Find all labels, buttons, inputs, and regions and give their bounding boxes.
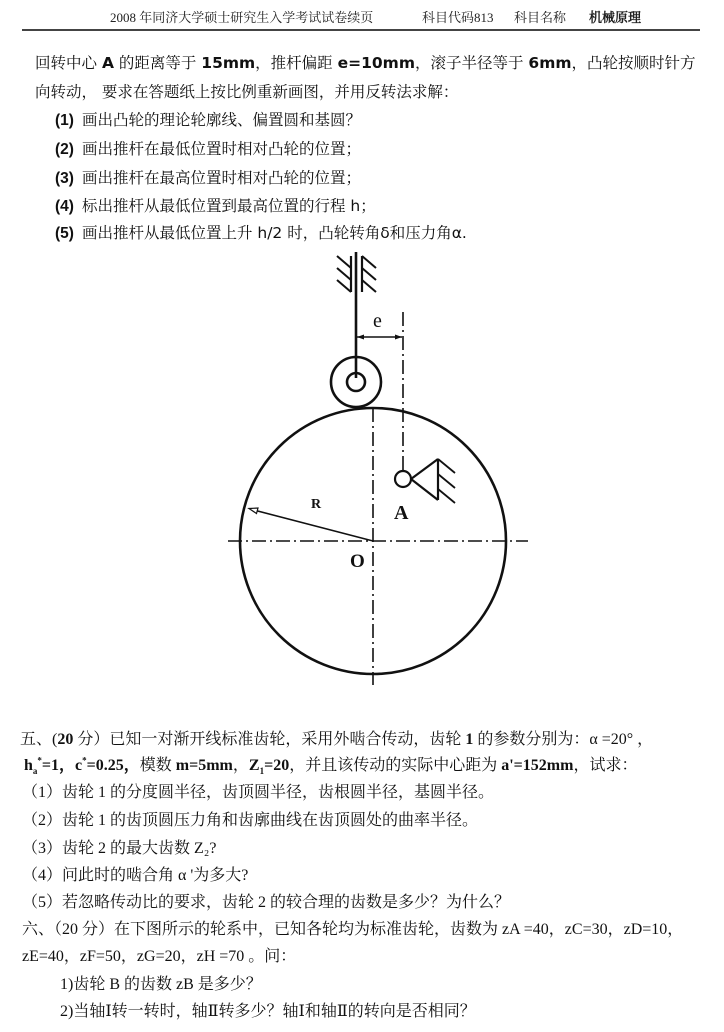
problem6-line1: 六、（20 分）在下图所示的轮系中，已知各轮均为标准齿轮，齿数为 zA =40，zC=30，zD=10，	[22, 921, 684, 938]
pivot-a	[395, 471, 411, 487]
subject-code-label: 科目代码813	[422, 10, 494, 25]
radius-arrow	[250, 509, 373, 541]
label-a: A	[394, 502, 409, 524]
problem5-item-2: （2）齿轮 1 的齿顶圆压力角和齿廓曲线在齿顶圆处的曲率半径。	[22, 812, 479, 829]
problem4-intro-line1: 回转中心 A 的距离等于 15mm，推杆偏距 e=10mm，滚子半径等于 6mm，凸轮按顺时针方	[35, 54, 696, 72]
subject-name-label: 科目名称	[514, 10, 567, 25]
problem4-item-3: (3) 画出推杆在最高位置时相对凸轮的位置；	[55, 169, 361, 187]
exam-title: 2008 年同济大学硕士研究生入学考试试卷续页	[110, 10, 374, 25]
problem4-item-1: (1) 画出凸轮的理论轮廓线、偏置圆和基圆？	[55, 111, 361, 129]
problem4-item-5: (5) 画出推杆从最低位置上升 h/2 时，凸轮转角δ和压力角α.	[55, 224, 467, 242]
problem5-item-3: （3）齿轮 2 的最大齿数 Z₂?	[22, 840, 217, 857]
problem5-line2: $h_a^*=1$，c*=0.25，模数 m=5mm，$Z_1=20$，并且该传动的实际中心距为 a'=152mm，试求：	[24, 755, 638, 777]
problem4-intro-line2: 向转动， 要求在答题纸上按比例重新画图，并用反转法求解：	[35, 83, 459, 101]
problem5-item-5: （5）若忽略传动比的要求，齿轮 2 的较合理的齿数是多少？为什么？	[22, 894, 511, 911]
problem6-item-1: 1)齿轮 B 的齿数 zB 是多少？	[60, 976, 262, 993]
label-r: R	[311, 497, 322, 512]
problem6-line2: zE=40，zF=50，zG=20，zH =70 。问：	[22, 948, 297, 965]
problem5-item-4: （4）问此时的啮合角 α '为多大?	[22, 867, 249, 884]
label-e: e	[373, 310, 382, 332]
subject-name: 机械原理	[589, 10, 642, 25]
problem4-item-2: (2) 画出推杆在最低位置时相对凸轮的位置；	[55, 140, 361, 158]
label-o: O	[350, 551, 365, 572]
problem4-item-4: (4) 标出推杆从最低位置到最高位置的行程 h；	[55, 197, 376, 215]
problem6-item-2: 2)当轴Ⅰ转一转时，轴Ⅱ转多少？轴Ⅰ和轴Ⅱ的转向是否相同？	[60, 1003, 476, 1020]
problem5-item-1: （1）齿轮 1 的分度圆半径，齿顶圆半径，齿根圆半径，基圆半径。	[22, 784, 495, 801]
problem5-line1: 五、(20 分）已知一对渐开线标准齿轮，采用外啮合传动，齿轮 1 的参数分别为：α =20° ，	[20, 731, 654, 748]
